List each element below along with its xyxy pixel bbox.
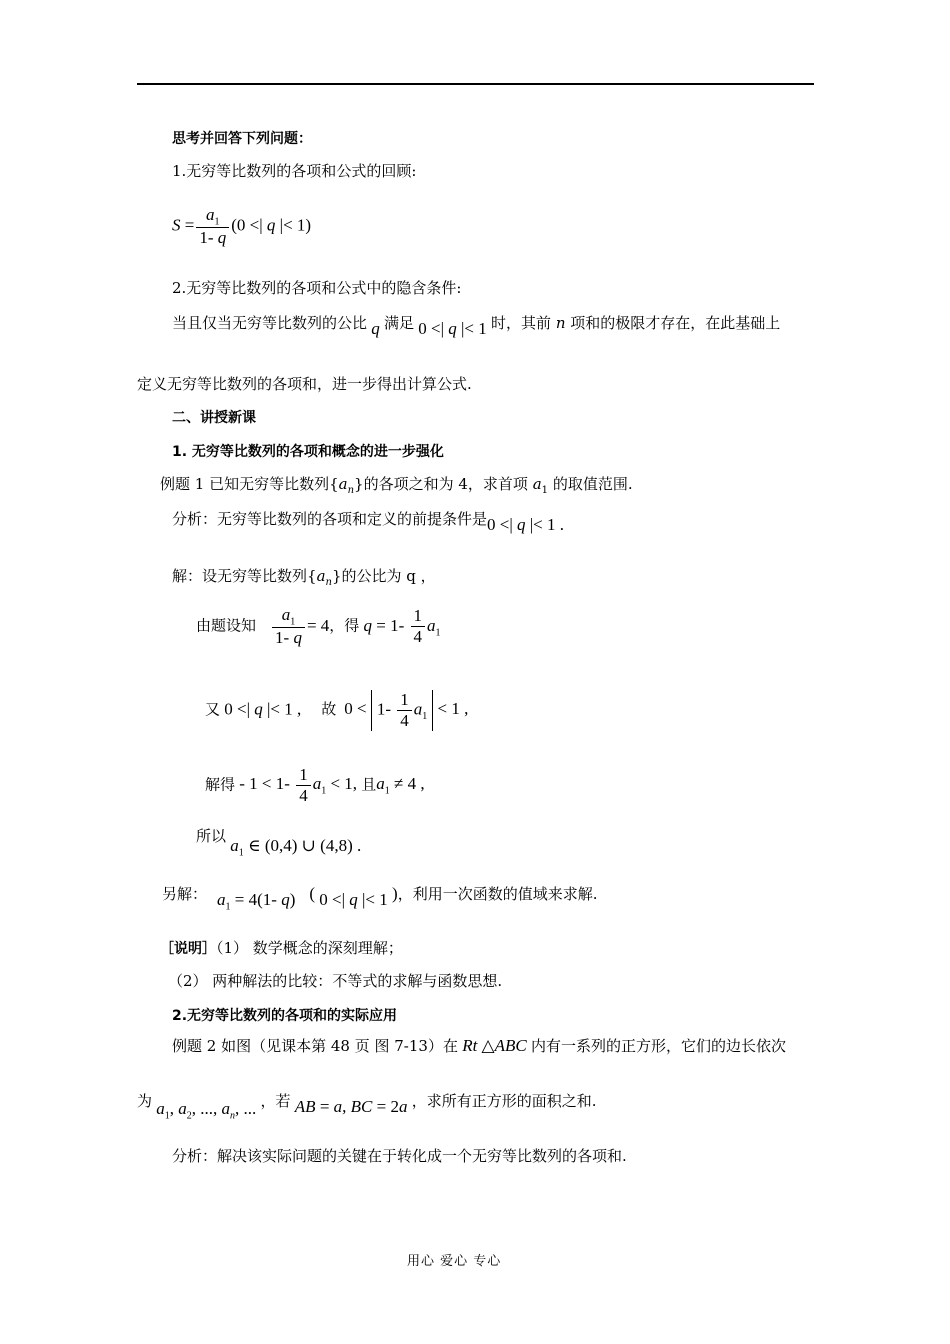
alternate-solution: 另解： $a_1 = 4(1-$ q) ( 0 <| q |< 1 )，利用一次函数的值域来求解.: [162, 884, 598, 913]
header-rule: [137, 83, 814, 85]
example-1: 例题 1 已知无穷等比数列$\{a_n\}$的各项之和为 4，求首项 $a_1$ 的取值范围.: [160, 475, 633, 496]
conclusion: 所以 $a_1$ ∈ (0,4) ∪ (4,8) .: [196, 827, 362, 859]
note-1: ［说明］（1） 数学概念的深刻理解；: [160, 939, 403, 957]
analysis-2: 分析：解决该实际问题的关键在于转化成一个无穷等比数列的各项和.: [172, 1147, 627, 1165]
subsection-1: 1. 无穷等比数列的各项和概念的进一步强化: [172, 444, 444, 460]
example-2: 例题 2 如图（见课本第 48 页 图 7-13）在 Rt △ABC 内有一系列的正方形，它们的边长依次: [172, 1036, 787, 1055]
given-equation: 由题设知 $\frac{a_1}{1- q}$ = 4，得 q = 1- $\frac{1}{4}$ $a_1$: [196, 605, 441, 648]
section-2-heading: 二、讲授新课: [172, 410, 256, 426]
heading-think: 思考并回答下列问题：: [172, 131, 312, 147]
example-2-cont: 为 $a_1$, $a_2$, ..., $a_n$, ... ，若 AB = a, BC = 2a ，求所有正方形的面积之和.: [137, 1092, 597, 1122]
page-footer: 用心 爱心 专心: [407, 1254, 502, 1269]
subsection-2: 2.无穷等比数列的各项和的实际应用: [172, 1008, 398, 1024]
solve-inequality: 解得 - 1 < 1- $\frac{1}{4}$ $a_1 < 1$, 且$a_1 \ne 4$ ,: [205, 765, 425, 805]
analysis-1: 分析：无穷等比数列的各项和定义的前提条件是0 <| q |< 1 .: [172, 510, 565, 534]
condition-line: 当且仅当无穷等比数列的公比 q 满足 0 <| q |< 1 时，其前 n 项和的极限才存在，在此基础上: [172, 314, 781, 338]
solution-start: 解：设无穷等比数列$\{a_n\}$的公比为 q ，: [172, 567, 436, 588]
formula-sum: S = $\frac{a_1}{1- q}$ (0 <| q |< 1): [172, 205, 312, 248]
item-1: 1.无穷等比数列的各项和公式的回顾:: [172, 162, 417, 180]
item-2: 2.无穷等比数列的各项和公式中的隐含条件:: [172, 279, 462, 297]
definition-line: 定义无穷等比数列的各项和，进一步得出计算公式.: [137, 375, 472, 393]
also-condition: 又 0 <| q |< 1 , 故 0 < 1- $\frac{1}{4}$ $a_1 < 1$ ,: [205, 690, 469, 730]
note-2: （2） 两种解法的比较：不等式的求解与函数思想.: [168, 972, 503, 990]
